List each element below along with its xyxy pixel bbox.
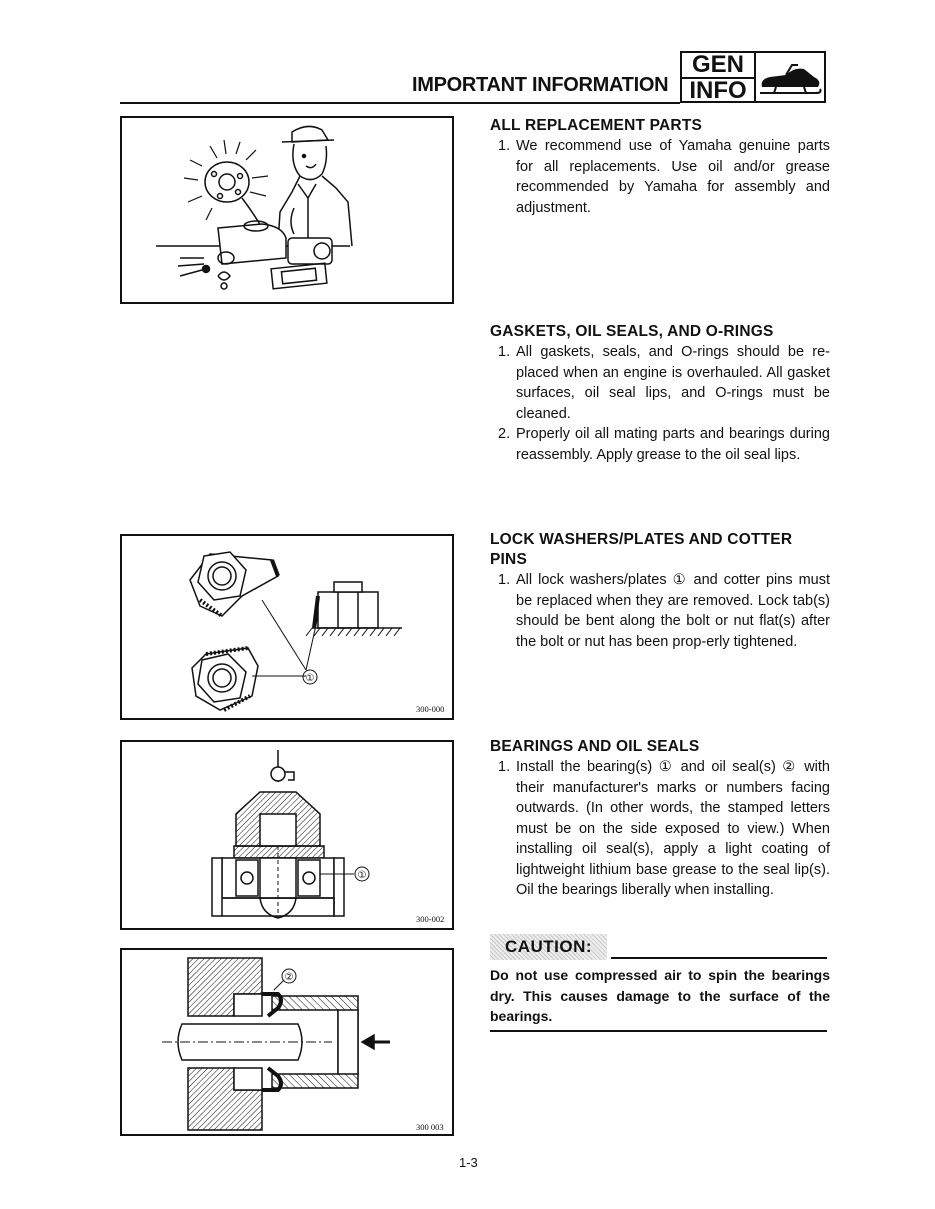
callout-2: ② (284, 972, 294, 983)
item-number: 2. (498, 426, 511, 442)
section-gaskets (490, 322, 830, 465)
callout-1: ① (305, 673, 315, 684)
section-heading: GASKETS, OIL SEALS, AND O-RINGS (490, 323, 774, 340)
section-heading: BEARINGS AND OIL SEALS (490, 738, 700, 755)
mechanic-illustration (122, 118, 452, 302)
header-rule (120, 102, 680, 104)
list-item (498, 136, 830, 218)
gen-info-tab-line2: INFO (689, 77, 747, 104)
item-text: All lock washers/plates ① and cotter pins must be replaced when they are removed. Lock tab(s) should be bent along the bolt or nut flat(s) after the bolt or nut has been prop-erly tightened. (516, 572, 830, 650)
item-text: We recommend use of Yamaha genuine parts for all replacements. Use oil and/or grease recommended by Yamaha for assembly and adjustment. (516, 138, 830, 216)
section-heading: ALL REPLACEMENT PARTS (490, 117, 703, 134)
figure-id: 300 003 (416, 1122, 444, 1132)
oil-seal-illustration (122, 950, 452, 1134)
section-lock-washers (490, 530, 830, 652)
list-item (498, 424, 830, 465)
item-number: 1. (498, 344, 511, 360)
figure-bearing (120, 740, 454, 930)
page-header-title: IMPORTANT INFORMATION (412, 74, 669, 96)
list-item (498, 570, 830, 652)
caution-label: CAUTION: (490, 934, 607, 960)
figure-id: 300-000 (416, 704, 445, 714)
caution-text: Do not use compressed air to spin the bearings dry. This causes damage to the surface of the bearings. (490, 967, 830, 1024)
item-number: 1. (498, 138, 511, 154)
figure-id: 300-002 (416, 914, 445, 924)
item-number: 1. (498, 572, 511, 588)
section-heading: LOCK WASHERS/PLATES AND COTTER PINS (490, 531, 793, 568)
item-text: Install the bearing(s) ① and oil seal(s) ② with their manufacturer's marks or numbers facing outwards. (In other words, the stamped letters must be on the side exposed to view.) When installing oil seal(s), apply a light coating of lightweight lithium base grease to the seal lip(s). Oil the bearings liberally when installing. (516, 759, 830, 898)
bearing-illustration (122, 742, 452, 928)
caution-rule (611, 957, 827, 959)
gen-info-tab-line1: GEN (682, 53, 754, 79)
figure-replacement-parts (120, 116, 454, 304)
item-number: 1. (498, 759, 511, 775)
item-text: Properly oil all mating parts and bearings during reassembly. Apply grease to the oil seal lips. (516, 426, 830, 463)
section-replacement-parts (490, 116, 830, 218)
gen-info-tab (680, 51, 756, 103)
callout-1: ① (357, 870, 367, 881)
page-number: 1-3 (459, 1155, 478, 1170)
item-text: All gaskets, seals, and O-rings should be re-placed when an engine is overhauled. All gasket surfaces, oil seal lips, and O-rings must be cleaned. (516, 344, 830, 422)
snowmobile-icon (756, 51, 826, 103)
list-item (498, 757, 830, 901)
figure-oil-seal (120, 948, 454, 1136)
caution-bottom-rule (490, 1030, 827, 1032)
list-item (498, 342, 830, 424)
lock-washer-illustration (122, 536, 452, 718)
figure-lock-washers (120, 534, 454, 720)
section-bearings (490, 737, 830, 901)
